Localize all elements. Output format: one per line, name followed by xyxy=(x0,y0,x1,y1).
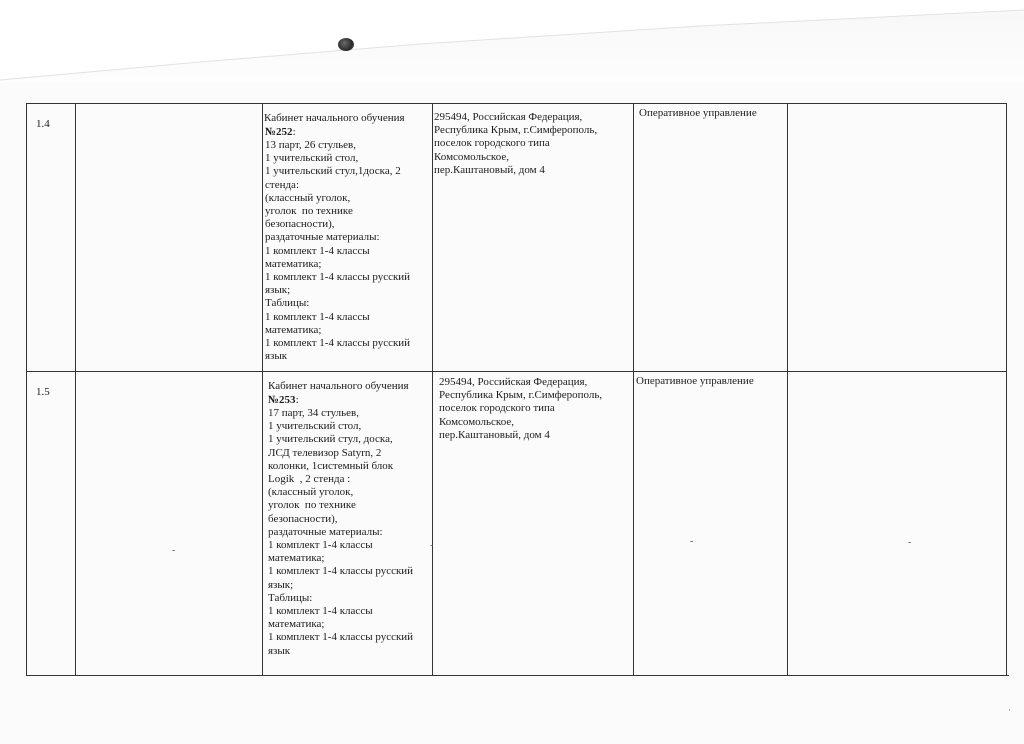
punch-hole xyxy=(338,38,354,51)
equipment-list: 17 парт, 34 стульев, 1 учительский стол, 1 учительский стул, доска, ЛСД телевизор Satyrn, 2 колонки, 1системный блок Logik , 2 стенда : (классный уголок, уголок по технике безопасности), раздаточные материалы: 1 комплект 1-4 классы математика; 1 комплект 1-4 классы русский язык; Таблицы: 1 комплект 1-4 классы математика; 1 комплект 1-4 классы русский язык xyxy=(268,407,414,657)
room-number-suffix: : xyxy=(292,126,296,138)
address: 295494, Российская Федерация, Республика Крым, г.Симферополь, поселок городского типа Комсомольское, пер.Каштановый, дом 4 xyxy=(439,376,603,441)
room-title: Кабинет начального обучения xyxy=(264,112,405,124)
column-divider-2 xyxy=(262,103,263,676)
room-number-suffix: : xyxy=(295,394,299,406)
room-number-line xyxy=(268,394,299,407)
dash-mark: - xyxy=(430,540,434,551)
room-number: №252 xyxy=(265,126,293,138)
row-number: 1.4 xyxy=(36,118,50,130)
dash-mark: - xyxy=(908,537,912,548)
equipment-list: 13 парт, 26 стульев, 1 учительский стол, 1 учительский стул,1доска, 2 стенда: (классный уголок, уголок по технике безопасности), раздаточные материалы: 1 комплект 1-4 классы математика; 1 комплект 1-4 классы русский язык; Таблицы: 1 комплект 1-4 классы математика; 1 комплект 1-4 классы русский язык xyxy=(265,139,411,363)
table-bottom-border xyxy=(26,675,1009,676)
room-title: Кабинет начального обучения xyxy=(268,380,409,392)
column-divider-1 xyxy=(75,103,76,676)
column-divider-5 xyxy=(787,103,788,676)
dash-mark: - xyxy=(690,536,694,547)
address: 295494, Российская Федерация, Республика Крым, г.Симферополь, поселок городского типа Комсомольское, пер.Каштановый, дом 4 xyxy=(434,111,598,176)
scan-speck: · xyxy=(1008,705,1011,715)
room-number-line xyxy=(265,126,296,139)
room-number: №253 xyxy=(268,394,296,406)
row-divider xyxy=(26,371,1006,372)
dash-mark: - xyxy=(172,545,176,556)
table-right-border xyxy=(1006,103,1007,676)
row-number: 1.5 xyxy=(36,386,50,398)
paper-edge xyxy=(0,0,1024,82)
table-top-border xyxy=(26,103,1006,104)
management-type: Оперативное управление xyxy=(636,375,754,387)
table-left-border xyxy=(26,103,27,676)
management-type: Оперативное управление xyxy=(639,107,757,119)
